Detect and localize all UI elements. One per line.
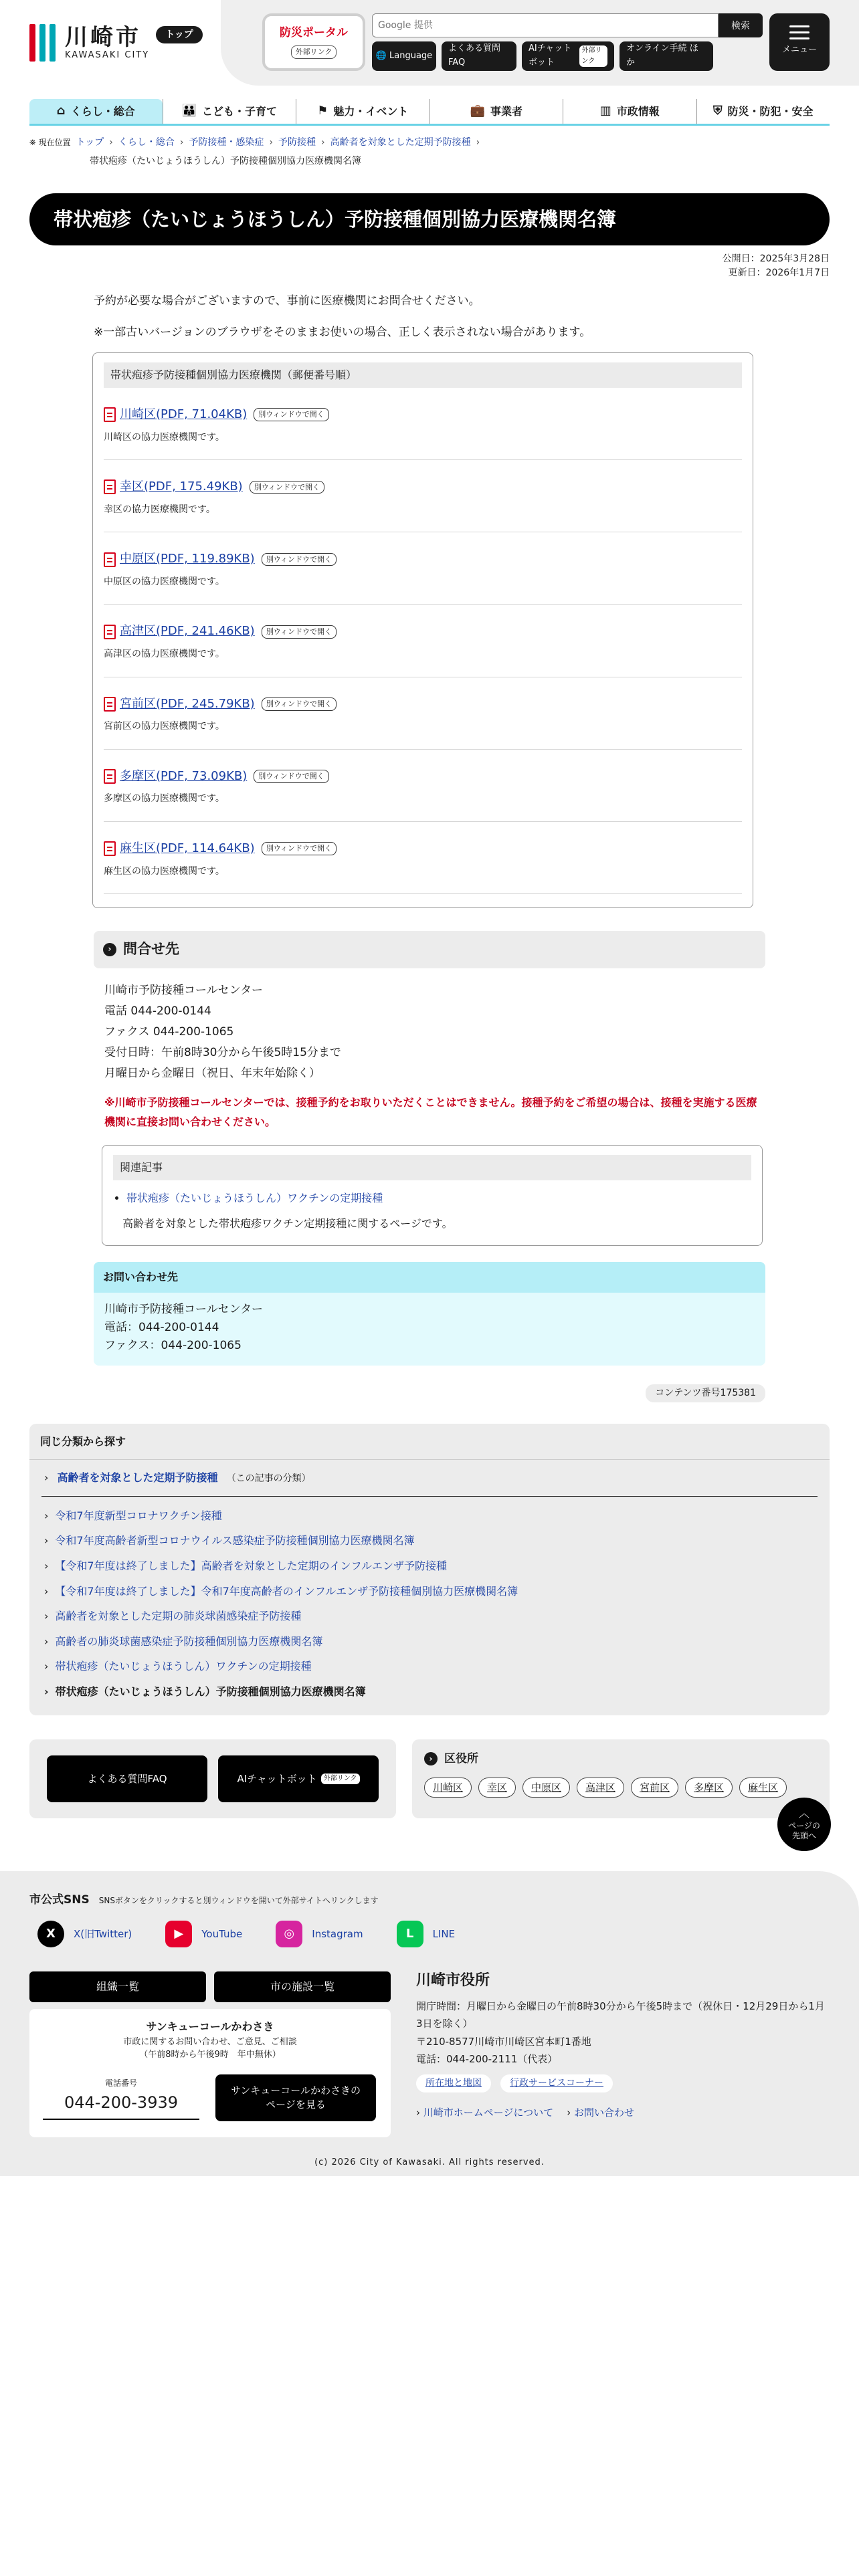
list-item bbox=[41, 1579, 818, 1604]
file-description: 麻生区の協力医療機関です。 bbox=[104, 865, 225, 877]
chevron-right-icon: › bbox=[476, 137, 480, 148]
disaster-portal-button[interactable] bbox=[262, 13, 365, 71]
ward-link[interactable]: 高津区 bbox=[577, 1778, 624, 1798]
family-icon: 👪 bbox=[181, 104, 197, 118]
content-number-badge: コンテンツ番号175381 bbox=[646, 1384, 765, 1402]
inquiry-details: 川崎市予防接種コールセンター 電話：044-200-0144 ファクス：044-200-1065 bbox=[104, 1302, 263, 1353]
breadcrumb-link[interactable]: 予防接種 bbox=[278, 137, 316, 148]
call-center-desc: 市政に関するお問い合わせ、ご意見、ご相談 bbox=[123, 2036, 297, 2047]
pdf-link-kawasaki[interactable]: 川崎区(PDF, 71.04KB) bbox=[120, 407, 248, 421]
ward-link[interactable]: 中原区 bbox=[522, 1778, 570, 1798]
reservation-warning: ※川崎市予防接種コールセンターでは、接種予約をお取りいただくことはできません。接種予約をご希望の場合は、接種を実施する医療機関に直接お問い合わせください。 bbox=[104, 1095, 757, 1128]
related-articles bbox=[102, 1145, 763, 1246]
service-corner-link[interactable]: 行政サービスコーナー bbox=[500, 2074, 613, 2092]
list-item bbox=[104, 677, 742, 750]
category-item-link[interactable]: 令和7年度高齢者新型コロナウイルス感染症予防接種個別協力医療機関名簿 bbox=[55, 1534, 415, 1547]
list-item bbox=[104, 822, 742, 894]
footer-buttons bbox=[29, 1971, 391, 2002]
related-article-link[interactable]: 帯状疱疹（たいじょうほうしん）ワクチンの定期接種 bbox=[126, 1191, 383, 1204]
external-link-badge: 外部リンク bbox=[291, 45, 337, 59]
faq-button[interactable]: よくある質問FAQ bbox=[47, 1755, 207, 1802]
ward-link[interactable]: 幸区 bbox=[478, 1778, 516, 1798]
sns-heading: 市公式SNS SNSボタンをクリックすると別ウィンドウを開いて外部サイトへリンクします bbox=[29, 1893, 379, 1907]
list-item bbox=[41, 1604, 818, 1629]
file-description: 多摩区の協力医療機関です。 bbox=[104, 793, 225, 804]
list-item bbox=[104, 750, 742, 822]
search-input[interactable] bbox=[372, 13, 719, 37]
same-category-heading: 同じ分類から探す bbox=[29, 1424, 830, 1461]
chevron-right-icon: › bbox=[103, 943, 116, 956]
chevron-right-icon: › bbox=[109, 137, 113, 148]
category-item-link[interactable]: 【令和7年度は終了しました】令和7年度高齢者のインフルエンザ予防接種個別協力医療機関名簿 bbox=[55, 1584, 518, 1598]
facility-list-button[interactable]: 市の施設一覧 bbox=[214, 1971, 391, 2002]
ward-link[interactable]: 川崎区 bbox=[424, 1778, 472, 1798]
list-item bbox=[41, 1528, 818, 1553]
category-item-link[interactable]: 高齢者の肺炎球菌感染症予防接種個別協力医療機関名簿 bbox=[55, 1634, 323, 1648]
contact-heading: › 問合せ先 bbox=[94, 931, 765, 968]
file-description: 中原区の協力医療機関です。 bbox=[104, 576, 225, 587]
inquiry-heading: お問い合わせ先 bbox=[94, 1262, 765, 1293]
published-date: 公開日：2025年3月28日 bbox=[722, 253, 830, 264]
site-search bbox=[372, 13, 763, 37]
category-item-link[interactable]: 【令和7年度は終了しました】高齢者を対象とした定期のインフルエンザ予防接種 bbox=[55, 1560, 447, 1573]
search-button[interactable]: 検索 bbox=[719, 13, 763, 37]
pdf-icon bbox=[104, 552, 116, 567]
breadcrumb-link[interactable]: くらし・総合 bbox=[118, 137, 175, 148]
main-content bbox=[94, 292, 765, 1402]
new-window-badge: 別ウィンドウで開く bbox=[262, 697, 337, 711]
intro-text: 予約が必要な場合がございますので、事前に医療機関にお問合せください。 bbox=[94, 294, 480, 308]
flag-icon: ⚑ bbox=[317, 104, 328, 118]
pdf-link-asao[interactable]: 麻生区(PDF, 114.64KB) bbox=[120, 841, 255, 855]
shield-house-icon: ⛨ bbox=[712, 104, 723, 118]
list-item-current: › 帯状疱疹（たいじょうほうしん）予防接種個別協力医療機関名簿 bbox=[41, 1679, 818, 1705]
organization-list-button[interactable]: 組織一覧 bbox=[29, 1971, 206, 2002]
category-item-link[interactable]: 令和7年度新型コロナワクチン接種 bbox=[55, 1509, 222, 1522]
call-center-hours: （午前8時から午後9時 年中無休） bbox=[139, 2050, 281, 2060]
inquiry-box bbox=[94, 1262, 765, 1366]
related-description: 高齢者を対象とした帯状疱疹ワクチン定期接種に関するページです。 bbox=[122, 1216, 453, 1230]
category-item-link[interactable]: 帯状疱疹（たいじょうほうしん）ワクチンの定期接種 bbox=[55, 1660, 312, 1673]
list-item bbox=[41, 1654, 818, 1679]
global-nav bbox=[29, 99, 830, 126]
page-title: 帯状疱疹（たいじょうほうしん）予防接種個別協力医療機関名簿 bbox=[29, 193, 830, 245]
location-icon: ⛯ bbox=[29, 137, 36, 147]
logo-text-jp: 川崎市 bbox=[65, 23, 141, 51]
current-location-label: ⛯ 現在位置 bbox=[29, 136, 71, 149]
bottom-links-row bbox=[29, 1739, 830, 1818]
pdf-link-tama[interactable]: 多摩区(PDF, 73.09KB) bbox=[120, 768, 248, 783]
breadcrumb-link[interactable]: トップ bbox=[76, 137, 104, 148]
pdf-icon bbox=[104, 841, 116, 856]
list-item bbox=[41, 1503, 818, 1529]
call-center-page-button[interactable]: サンキューコールかわさきのページを見る bbox=[215, 2074, 376, 2121]
line-icon: L bbox=[397, 1921, 423, 1947]
sns-link-youtube[interactable]: ▶ YouTube bbox=[165, 1921, 242, 1947]
pdf-icon bbox=[104, 479, 116, 494]
contact-link[interactable]: › お問い合わせ bbox=[567, 2105, 634, 2121]
sns-link-x[interactable]: X X(旧Twitter) bbox=[37, 1921, 132, 1947]
sns-links bbox=[37, 1921, 455, 1947]
about-site-link[interactable]: › 川崎市ホームページについて bbox=[416, 2105, 553, 2121]
language-button[interactable]: 🌐 Language bbox=[372, 41, 436, 71]
site-header bbox=[0, 0, 859, 86]
call-center-title: サンキューコールかわさき bbox=[146, 2020, 274, 2033]
breadcrumb-link[interactable]: 高齢者を対象とした定期予防接種 bbox=[330, 137, 471, 148]
category-link[interactable]: 高齢者を対象とした定期予防接種 bbox=[57, 1471, 218, 1485]
nav-item-business[interactable]: 💼 事業者 bbox=[430, 99, 563, 124]
chevron-right-icon: › bbox=[269, 137, 274, 148]
nav-item-living[interactable]: ⌂ くらし・総合 bbox=[29, 99, 163, 124]
chevron-up-icon: ︿ bbox=[798, 1807, 809, 1820]
globe-icon: 🌐 bbox=[375, 50, 387, 61]
page-top-button[interactable]: ︿ ページの 先頭へ bbox=[777, 1798, 831, 1851]
list-item bbox=[41, 1553, 818, 1579]
external-link-badge: 外部リンク bbox=[579, 45, 607, 67]
ai-chatbot-button[interactable]: AIチャットボット 外部リンク bbox=[522, 41, 614, 71]
pdf-link-nakahara[interactable]: 中原区(PDF, 119.89KB) bbox=[120, 552, 255, 566]
nav-item-attractions[interactable]: ⚑ 魅力・イベント bbox=[296, 99, 430, 124]
file-description: 幸区の協力医療機関です。 bbox=[104, 504, 215, 515]
related-heading: 関連記事 bbox=[113, 1155, 751, 1180]
logo-text-en: KAWASAKI CITY bbox=[65, 49, 150, 60]
pdf-link-saiwai[interactable]: 幸区(PDF, 175.49KB) bbox=[120, 479, 243, 494]
ward-offices-heading: › 区役所 bbox=[424, 1750, 818, 1768]
new-window-badge: 別ウィンドウで開く bbox=[262, 625, 337, 639]
breadcrumb-link[interactable]: 予防接種・感染症 bbox=[189, 137, 264, 148]
new-window-badge: 別ウィンドウで開く bbox=[250, 481, 324, 494]
quick-links bbox=[372, 41, 713, 71]
ward-offices-box bbox=[412, 1739, 830, 1818]
category-note: （この記事の分類） bbox=[226, 1473, 311, 1485]
call-center-box bbox=[29, 2009, 391, 2137]
breadcrumb-current: 帯状疱疹（たいじょうほうしん）予防接種個別協力医療機関名簿 bbox=[90, 156, 361, 167]
file-description: 高津区の協力医療機関です。 bbox=[104, 649, 225, 660]
new-window-badge: 別ウィンドウで開く bbox=[262, 842, 337, 855]
menu-button[interactable]: メニュー bbox=[769, 13, 830, 71]
city-hall-name: 川崎市役所 bbox=[416, 1972, 490, 1989]
location-map-link[interactable]: 所在地と地図 bbox=[416, 2074, 491, 2092]
external-link-badge: 外部リンク bbox=[321, 1774, 360, 1784]
pillars-icon: ▥ bbox=[599, 104, 611, 118]
ward-link[interactable]: 宮前区 bbox=[631, 1778, 678, 1798]
briefcase-icon: 💼 bbox=[470, 104, 485, 118]
city-hall-links bbox=[416, 2074, 831, 2092]
updated-date: 更新日：2026年1月7日 bbox=[728, 267, 830, 278]
copyright: (c) 2026 City of Kawasaki. All rights reserved. bbox=[314, 2157, 545, 2167]
ward-links bbox=[424, 1778, 818, 1798]
current-category bbox=[41, 1460, 818, 1497]
breadcrumb bbox=[29, 135, 830, 150]
disaster-portal-title: 防災ポータル bbox=[280, 26, 348, 39]
ward-link[interactable]: 麻生区 bbox=[739, 1778, 787, 1798]
file-description: 川崎区の協力医療機関です。 bbox=[104, 431, 225, 443]
pdf-link-miyamae[interactable]: 宮前区(PDF, 245.79KB) bbox=[120, 696, 255, 711]
new-window-badge: 別ウィンドウで開く bbox=[254, 770, 328, 783]
online-procedures-button[interactable]: オンライン手続 ほか bbox=[619, 41, 713, 71]
ai-chatbot-button[interactable]: AIチャットボット 外部リンク bbox=[218, 1755, 379, 1802]
sns-link-instagram[interactable]: ◎ Instagram bbox=[276, 1921, 363, 1947]
help-links-box bbox=[29, 1739, 396, 1818]
category-item-link[interactable]: 高齢者を対象とした定期の肺炎球菌感染症予防接種 bbox=[55, 1610, 302, 1623]
logo-mark-icon bbox=[29, 24, 56, 62]
pdf-icon bbox=[104, 625, 116, 639]
contact-details: 川崎市予防接種コールセンター 電話 044-200-0144 ファクス 044-200-1065 受付日時：午前8時30分から午後5時15分まで 月曜日から金曜日（祝日、年末年始除く） bbox=[104, 984, 341, 1080]
site-footer bbox=[0, 1871, 859, 2176]
pdf-icon bbox=[104, 407, 116, 422]
chevron-right-icon: › bbox=[179, 137, 184, 148]
pdf-icon bbox=[104, 769, 116, 784]
browser-note: ※一部古いバージョンのブラウザをそのままお使いの場合、正しく表示されない場合があります。 bbox=[94, 325, 591, 339]
nav-item-city-info[interactable]: ▥ 市政情報 bbox=[563, 99, 696, 124]
site-logo[interactable] bbox=[29, 24, 203, 62]
page-dates bbox=[29, 252, 830, 280]
pdf-link-takatsu[interactable]: 高津区(PDF, 241.46KB) bbox=[120, 624, 255, 639]
new-window-badge: 別ウィンドウで開く bbox=[254, 408, 328, 421]
sns-link-line[interactable]: L LINE bbox=[397, 1921, 455, 1947]
chevron-right-icon: › bbox=[44, 1471, 49, 1485]
instagram-icon: ◎ bbox=[276, 1921, 302, 1947]
list-item bbox=[104, 532, 742, 605]
list-item bbox=[126, 1190, 751, 1207]
city-hall-details: 開庁時間：月曜日から金曜日の午前8時30分から午後5時まで（祝休日・12月29日から1月3日を除く） 〒210-8577川崎市川崎区宮本町1番地 電話：044-200-2111（代表） bbox=[416, 2000, 825, 2065]
list-item bbox=[104, 605, 742, 677]
nav-item-children[interactable]: 👪 こども・子育て bbox=[163, 99, 296, 124]
list-item bbox=[41, 1629, 818, 1654]
file-list-heading: 帯状疱疹予防接種個別協力医療機関（郵便番号順） bbox=[104, 362, 742, 388]
call-center-phone: 電話番号 044-200-3939 bbox=[43, 2077, 199, 2120]
footer-links bbox=[416, 2105, 831, 2121]
top-badge: トップ bbox=[156, 26, 203, 43]
same-category-box bbox=[29, 1424, 830, 1715]
nav-item-safety[interactable]: ⛨ 防災・防犯・安全 bbox=[696, 99, 830, 124]
file-list-box bbox=[92, 352, 753, 908]
house-icon: ⌂ bbox=[56, 104, 66, 118]
x-icon: X bbox=[37, 1921, 64, 1947]
youtube-icon: ▶ bbox=[165, 1921, 192, 1947]
list-item bbox=[104, 460, 742, 532]
city-hall-info bbox=[416, 1969, 831, 2121]
new-window-badge: 別ウィンドウで開く bbox=[262, 553, 337, 566]
hamburger-icon bbox=[789, 25, 809, 39]
file-description: 宮前区の協力医療機関です。 bbox=[104, 721, 225, 732]
chevron-right-icon: › bbox=[321, 137, 325, 148]
faq-button[interactable]: よくある質問FAQ bbox=[442, 41, 516, 71]
ward-link[interactable]: 多摩区 bbox=[685, 1778, 733, 1798]
chevron-right-icon: › bbox=[424, 1752, 438, 1765]
pdf-icon bbox=[104, 697, 116, 712]
list-item bbox=[104, 388, 742, 460]
